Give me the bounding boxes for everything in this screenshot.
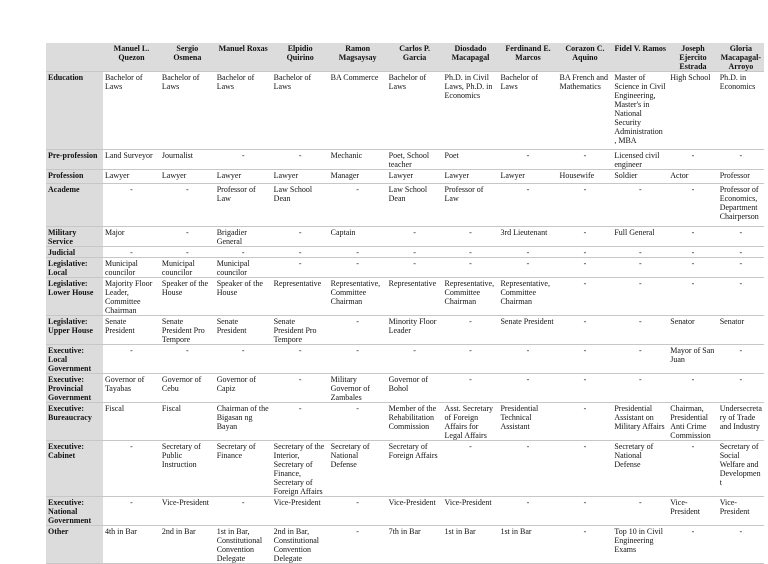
row-header: Judicial [46,247,103,258]
table-cell: Governor of Tayabas [103,374,160,403]
table-cell: Lawyer [272,170,329,184]
table-cell: Secretary of Social Welfare and Development [718,441,764,497]
table-row [46,247,764,258]
row-header: Military Service [46,227,103,247]
table-cell: - [443,345,499,374]
table-cell: Governor of Cebu [160,374,215,403]
table-cell: Land Surveyor [103,150,160,170]
table-cell: Full General [612,227,668,247]
table-cell: Minority Floor Leader [387,316,443,345]
table-cell: Municipal councilor [103,258,160,278]
table-body [46,72,764,564]
table-cell: - [718,150,764,170]
table-cell: Senator [718,316,764,345]
table-cell: - [160,247,215,258]
table-cell: - [558,258,613,278]
table-cell: - [103,247,160,258]
table-cell: - [329,345,387,374]
table-cell: - [387,258,443,278]
table-cell: Senate President [103,316,160,345]
table-cell: - [558,278,613,316]
table-cell: - [558,374,613,403]
column-header: Gloria Macapagal-Arroyo [718,43,764,72]
table-cell: - [215,497,272,526]
table-cell: - [718,278,764,316]
table-cell: - [718,227,764,247]
table-cell: - [329,497,387,526]
column-header: Ferdinand E. Marcos [498,43,557,72]
table-row [46,497,764,526]
column-header: Joseph Ejercito Estrada [668,43,717,72]
table-cell: - [215,150,272,170]
table-cell: - [612,247,668,258]
table-cell: - [103,497,160,526]
table-cell: Vice-President [668,497,717,526]
table-cell: - [329,247,387,258]
table-cell: Representative, Committee Chairman [329,278,387,316]
table-cell: Senate President Pro Tempore [272,316,329,345]
table-cell: - [387,247,443,258]
table-cell: - [387,345,443,374]
table-cell: - [215,345,272,374]
table-cell: Housewife [558,170,613,184]
table-cell: - [387,227,443,247]
table-cell: Licensed civil engineer [612,150,668,170]
table-cell: Asst. Secretary of Foreign Affairs for Legal Affairs [443,403,499,441]
table-cell: Secretary of National Defense [329,441,387,497]
table-cell: Ph.D. in Civil Laws, Ph.D. in Economics [443,72,499,150]
table-cell: - [558,441,613,497]
table-cell: Vice-President [718,497,764,526]
table-cell: Bachelor of Laws [272,72,329,150]
row-header: Executive: National Government [46,497,103,526]
table-cell: Secretary of Public Instruction [160,441,215,497]
table-cell: Military Governor of Zambales [329,374,387,403]
table-cell: Professor of Law [443,184,499,227]
table-cell: Captain [329,227,387,247]
table-cell: - [718,258,764,278]
table-cell: BA French and Mathematics [558,72,613,150]
row-header: Legislative: Upper House [46,316,103,345]
table-cell: Governor of Capiz [215,374,272,403]
table-cell: - [272,227,329,247]
table-cell: - [558,150,613,170]
column-header: Manuel Roxas [215,43,272,72]
table-row [46,184,764,227]
table-cell: - [668,184,717,227]
table-row [46,441,764,497]
table-cell: Bachelor of Laws [498,72,557,150]
table-cell: 2nd in Bar [160,526,215,564]
table-cell: Speaker of the House [215,278,272,316]
table-cell: - [558,184,613,227]
table-cell: - [329,184,387,227]
table-cell: - [498,441,557,497]
table-cell: - [558,316,613,345]
row-header: Pre-profession [46,150,103,170]
table-cell: - [558,227,613,247]
row-header: Profession [46,170,103,184]
row-header: Executive: Cabinet [46,441,103,497]
table-cell: Member of the Rehabilitation Commission [387,403,443,441]
table-cell: Professor [718,170,764,184]
table-cell: - [668,258,717,278]
table-cell: BA Commerce [329,72,387,150]
column-header: Manuel L. Quezon [103,43,160,72]
table-cell: Speaker of the House [160,278,215,316]
table-cell: - [329,258,387,278]
table-cell: Vice-President [387,497,443,526]
table-cell: 1st in Bar [443,526,499,564]
table-cell: Lawyer [103,170,160,184]
row-header: Academe [46,184,103,227]
table-cell: Vice-President [160,497,215,526]
table-cell: Actor [668,170,717,184]
table-cell: - [668,441,717,497]
table-cell: Journalist [160,150,215,170]
table-cell: 1st in Bar [498,526,557,564]
table-cell: Law School Dean [272,184,329,227]
table-cell: - [558,345,613,374]
table-cell: - [443,441,499,497]
table-cell: Professor of Economics, Department Chairperson [718,184,764,227]
table-cell: - [215,247,272,258]
table-cell: Ph.D. in Economics [718,72,764,150]
column-header: Ramon Magsaysay [329,43,387,72]
table-cell: - [668,227,717,247]
table-row [46,150,764,170]
table-cell: Mayor of San Juan [668,345,717,374]
table-cell: - [329,526,387,564]
row-header: Other [46,526,103,564]
table-cell: Top 10 in Civil Engineering Exams [612,526,668,564]
table-cell: - [498,258,557,278]
table-cell: - [558,497,613,526]
table-cell: - [668,247,717,258]
table-cell: - [612,374,668,403]
table-cell: - [103,441,160,497]
table-cell: - [668,374,717,403]
column-header: Carlos P. Garcia [387,43,443,72]
table-cell: - [272,345,329,374]
table-cell: - [443,227,499,247]
table-row [46,170,764,184]
table-cell: - [612,345,668,374]
table-row [46,72,764,150]
table-cell: - [443,247,499,258]
row-header: Education [46,72,103,150]
table-cell: - [718,526,764,564]
row-header: Executive: Provincial Government [46,374,103,403]
table-cell: - [272,258,329,278]
table-row [46,374,764,403]
table-cell: - [612,184,668,227]
table-cell: - [612,278,668,316]
column-header: Fidel V. Ramos [612,43,668,72]
table-cell: Senate President [215,316,272,345]
table-cell: Mechanic [329,150,387,170]
table-cell: - [272,247,329,258]
table-cell: Governor of Bohol [387,374,443,403]
table-cell: - [498,247,557,258]
table-row [46,258,764,278]
table-cell: - [160,227,215,247]
table-row [46,403,764,441]
table-cell: - [443,374,499,403]
table-cell: Lawyer [387,170,443,184]
table-cell: Representative [272,278,329,316]
table-cell: Fiscal [160,403,215,441]
column-header: Corazon C. Aquino [558,43,613,72]
table-row [46,278,764,316]
table-cell: - [718,374,764,403]
table-cell: - [558,247,613,258]
table-cell: Poet, School teacher [387,150,443,170]
table-cell: Bachelor of Laws [160,72,215,150]
table-cell: Major [103,227,160,247]
row-header: Executive: Bureaucracy [46,403,103,441]
table-cell: Lawyer [498,170,557,184]
table-cell: Senate President Pro Tempore [160,316,215,345]
table-cell: - [498,345,557,374]
table-row [46,526,764,564]
row-header: Legislative: Local [46,258,103,278]
table-cell: - [558,403,613,441]
table-cell: Presidential Technical Assistant [498,403,557,441]
table-cell: Representative, Committee Chairman [443,278,499,316]
column-header: Elpidio Quirino [272,43,329,72]
table-cell: - [612,316,668,345]
table-cell: - [498,374,557,403]
table-cell: Chairman, Presidential Anti Crime Commission [668,403,717,441]
row-header: Legislative: Lower House [46,278,103,316]
table-cell: - [668,526,717,564]
table-cell: Poet [443,150,499,170]
table-cell: Lawyer [443,170,499,184]
table-cell: - [103,184,160,227]
table-cell: Senate President [498,316,557,345]
table-cell: Law School Dean [387,184,443,227]
table-cell: Chairman of the Bigasan ng Bayan [215,403,272,441]
table-cell: - [498,497,557,526]
table-cell: Bachelor of Laws [215,72,272,150]
table-cell: Presidential Assistant on Military Affairs [612,403,668,441]
table-cell: Professor of Law [215,184,272,227]
table-cell: Secretary of the Interior, Secretary of Finance, Secretary of Foreign Affairs [272,441,329,497]
table-cell: Secretary of National Defense [612,441,668,497]
table-cell: Representative [387,278,443,316]
table-cell: - [160,184,215,227]
table-row [46,345,764,374]
table-cell: - [443,316,499,345]
table-cell: - [668,278,717,316]
table-cell: Representative, Committee Chairman [498,278,557,316]
table-cell: - [272,403,329,441]
table-cell: - [668,150,717,170]
table-cell: - [272,374,329,403]
table-cell: 7th in Bar [387,526,443,564]
table-cell: Brigadier General [215,227,272,247]
table-cell: - [498,150,557,170]
table-cell: Master of Science in Civil Engineering, Master's in National Security Administration , MBA [612,72,668,150]
table-row [46,316,764,345]
table-cell: 1st in Bar, Constitutional Convention Delegate [215,526,272,564]
table-cell: - [612,497,668,526]
table-cell: Vice-President [272,497,329,526]
table-cell: Secretary of Foreign Affairs [387,441,443,497]
column-header: Sergio Osmena [160,43,215,72]
table-cell: Municipal councilor [160,258,215,278]
table-cell: - [498,184,557,227]
table-cell: Soldier [612,170,668,184]
table-cell: Undersecretary of Trade and Industry [718,403,764,441]
table-cell: Manager [329,170,387,184]
table-cell: 2nd in Bar, Constitutional Convention Delegate [272,526,329,564]
table-cell: - [329,316,387,345]
header-row [46,43,764,72]
table-cell: - [160,345,215,374]
table-cell: - [272,150,329,170]
table-cell: Secretary of Finance [215,441,272,497]
table-row [46,227,764,247]
table-cell: Bachelor of Laws [387,72,443,150]
table-cell: 3rd Lieutenant [498,227,557,247]
corner-cell [46,43,103,72]
table-cell: 4th in Bar [103,526,160,564]
table-cell: Senator [668,316,717,345]
table-cell: - [718,345,764,374]
column-header: Diosdado Macapagal [443,43,499,72]
table-cell: - [103,345,160,374]
table-cell: Municipal councilor [215,258,272,278]
table-cell: Fiscal [103,403,160,441]
presidents-comparison-table [46,43,764,564]
table-cell: - [612,258,668,278]
table-cell: - [443,258,499,278]
table-cell: - [558,526,613,564]
table-cell: - [718,247,764,258]
table-cell: - [329,403,387,441]
table-cell: Vice-President [443,497,499,526]
row-header: Executive: Local Government [46,345,103,374]
table-cell: Majority Floor Leader, Committee Chairman [103,278,160,316]
table-cell: High School [668,72,717,150]
table-cell: Lawyer [160,170,215,184]
table-cell: Lawyer [215,170,272,184]
table-cell: Bachelor of Laws [103,72,160,150]
